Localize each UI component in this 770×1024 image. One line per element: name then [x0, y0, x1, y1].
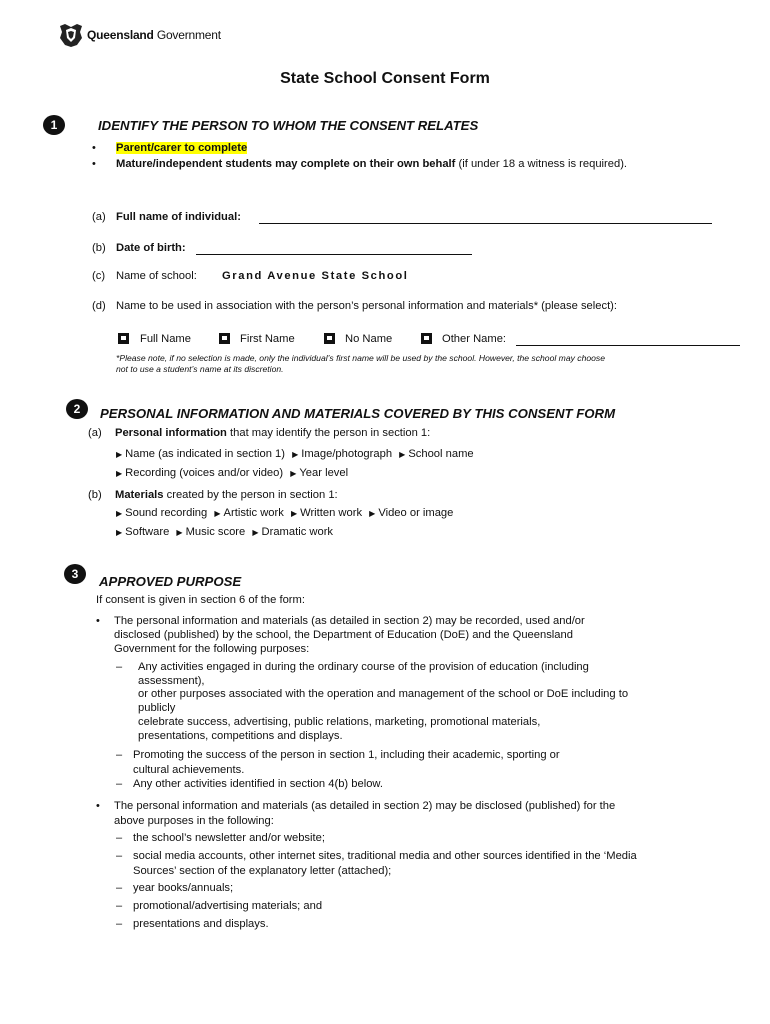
triangle-bullet-icon: ▶ — [290, 509, 298, 518]
logo-text: Queensland Government — [87, 28, 221, 42]
bullet-parent-carer: Parent/carer to complete — [116, 142, 248, 154]
purpose-1-item-1-line-2: assessment), — [138, 675, 205, 687]
selection-note-line-2: not to use a student’s name at its discretion. — [116, 364, 284, 374]
field-a-label: (a) — [92, 211, 106, 223]
bullet-icon: • — [96, 800, 100, 812]
dash-icon: – — [116, 749, 123, 761]
purpose-1-line-3: Government for the following purposes: — [114, 643, 310, 655]
purpose-2-line-1: The personal information and materials (as detailed in section 2) may be disclosed (published) for the — [114, 800, 616, 812]
section-3-heading: APPROVED PURPOSE — [99, 574, 242, 589]
checkbox-full-name[interactable] — [118, 331, 129, 349]
dash-icon: – — [116, 778, 123, 790]
triangle-bullet-icon: ▶ — [252, 528, 259, 537]
checkbox-other-name[interactable] — [421, 331, 432, 349]
option-other-name-label: Other Name: — [442, 333, 507, 345]
triangle-bullet-icon: ▶ — [116, 450, 123, 459]
purpose-2-item-3: year books/annuals; — [133, 882, 234, 894]
purpose-2-item-2-line-2: Sources’ section of the explanatory letter (attached); — [133, 865, 392, 877]
purpose-1-item-1-line-3: or other purposes associated with the operation and management of the school or DoE including to — [138, 688, 629, 700]
triangle-bullet-icon: ▶ — [116, 469, 123, 478]
checkbox-no-name[interactable] — [324, 331, 335, 349]
dash-icon: – — [116, 918, 123, 930]
purpose-1-line-2: disclosed (published) by the school, the Department of Education (DoE) and the Queensland — [114, 629, 573, 641]
personal-info-items-row-1: ▶ Name (as indicated in section 1) ▶ Image/photograph ▶ School name — [116, 448, 474, 460]
triangle-bullet-icon: ▶ — [369, 509, 376, 518]
school-name-label: Name of school: — [116, 270, 197, 282]
purpose-2-line-2: above purposes in the following: — [114, 815, 274, 827]
materials-text: Materials created by the person in section 1: — [115, 489, 338, 501]
option-first-name-label: First Name — [240, 333, 295, 345]
dash-icon: – — [116, 882, 123, 894]
option-no-name-label: No Name — [345, 333, 393, 345]
full-name-label: Full name of individual: — [116, 211, 241, 223]
dash-icon: – — [116, 661, 123, 673]
triangle-bullet-icon: ▶ — [116, 509, 123, 518]
section-2-heading: PERSONAL INFORMATION AND MATERIALS COVERED BY THIS CONSENT FORM — [100, 406, 616, 421]
date-of-birth-label: Date of birth: — [116, 242, 186, 254]
purpose-1-item-1-line-5: celebrate success, advertising, public relations, marketing, promotional materials, — [138, 716, 541, 728]
purpose-1-item-1-line-6: presentations, competitions and displays. — [138, 730, 343, 742]
checkbox-first-name[interactable] — [219, 331, 230, 349]
purpose-2-item-1: the school’s newsletter and/or website; — [133, 832, 325, 844]
purpose-1-item-2-line-1: Promoting the success of the person in section 1, including their academic, sporting or — [133, 749, 560, 761]
date-of-birth-field[interactable] — [196, 254, 472, 255]
section-number-3: 3 — [64, 564, 86, 584]
personal-info-items-row-2: ▶ Recording (voices and/or video) ▶ Year level — [116, 467, 349, 479]
purpose-2-item-4: promotional/advertising materials; and — [133, 900, 323, 912]
section-2-a-label: (a) — [88, 427, 102, 439]
dash-icon: – — [116, 900, 123, 912]
dash-icon: – — [116, 850, 123, 862]
name-usage-label: Name to be used in association with the person’s personal information and materials* (please select): — [116, 300, 618, 312]
field-c-label: (c) — [92, 270, 106, 282]
selection-note-line-1: *Please note, if no selection is made, only the individual’s first name will be used by the school. However, the school may choose — [116, 353, 605, 363]
field-b-label: (b) — [92, 242, 106, 254]
crest-icon — [57, 22, 85, 48]
purpose-2-item-2-line-1: social media accounts, other internet sites, traditional media and other sources identified in the ‘Media — [133, 850, 637, 862]
triangle-bullet-icon: ▶ — [399, 450, 406, 459]
triangle-bullet-icon: ▶ — [214, 509, 221, 518]
purpose-2-item-5: presentations and displays. — [133, 918, 269, 930]
full-name-field[interactable] — [259, 223, 712, 224]
purpose-1-item-2-line-2: cultural achievements. — [133, 764, 245, 776]
purpose-1-item-3: Any other activities identified in section 4(b) below. — [133, 778, 383, 790]
triangle-bullet-icon: ▶ — [116, 528, 123, 537]
other-name-field[interactable] — [516, 345, 740, 346]
bullet-icon: • — [96, 615, 100, 627]
dash-icon: – — [116, 832, 123, 844]
section-1-heading: IDENTIFY THE PERSON TO WHOM THE CONSENT RELATES — [98, 118, 479, 133]
page-title: State School Consent Form — [280, 70, 490, 87]
section-number-1: 1 — [43, 115, 65, 135]
bullet-mature-students: Mature/independent students may complete on their own behalf (if under 18 a witness is required). — [116, 158, 628, 170]
bullet-icon: • — [92, 158, 96, 170]
section-number-2: 2 — [66, 399, 88, 419]
purpose-1-line-1: The personal information and materials (as detailed in section 2) may be recorded, used and/or — [114, 615, 585, 627]
purpose-1-item-1-line-4: publicly — [138, 702, 176, 714]
purpose-1-item-1-line-1: Any activities engaged in during the ordinary course of the provision of education (including — [138, 661, 589, 673]
personal-information-text: Personal information that may identify the person in section 1: — [115, 427, 431, 439]
triangle-bullet-icon: ▶ — [292, 450, 299, 459]
materials-items-row-2: ▶ Software ▶ Music score ▶ Dramatic work — [116, 526, 334, 538]
field-d-label: (d) — [92, 300, 106, 312]
triangle-bullet-icon: ▶ — [176, 528, 183, 537]
triangle-bullet-icon: ▶ — [290, 469, 297, 478]
queensland-government-logo — [57, 22, 221, 48]
bullet-icon: • — [92, 142, 96, 154]
approved-purpose-intro: If consent is given in section 6 of the form: — [96, 594, 305, 606]
option-full-name-label: Full Name — [140, 333, 191, 345]
materials-items-row-1: ▶ Sound recording ▶ Artistic work ▶ Written work ▶ Video or image — [116, 507, 454, 519]
school-name-value: Grand Avenue State School — [222, 270, 409, 282]
section-2-b-label: (b) — [88, 489, 102, 501]
